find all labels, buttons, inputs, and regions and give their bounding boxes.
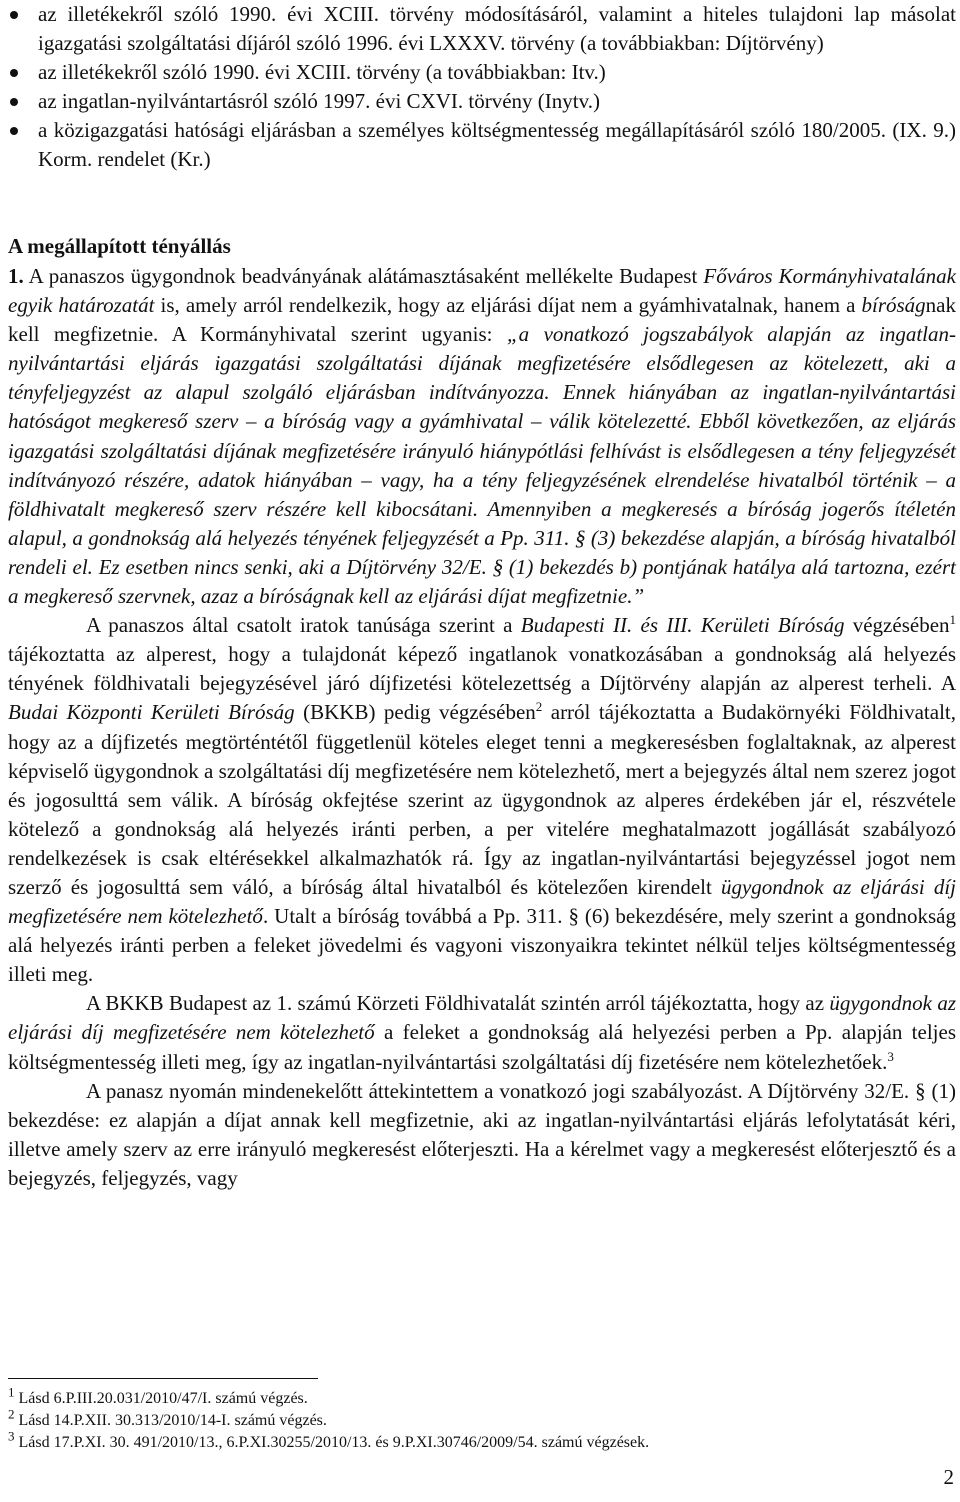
text-run: . Utalt a bíróság továbbá a Pp. 311. § (6) bekezdésére, mely szerint a gondnokság alá helyezés iránti perben a feleket jövedelmi és vagyoni viszonyaikra tekintet nélkül teljes költségmentesség illeti meg. <box>8 904 956 987</box>
italic-run: Budapesti II. és III. Kerületi Bíróság <box>520 613 845 638</box>
footnote-number: 2 <box>8 1406 15 1422</box>
text-run: A panaszos által csatolt iratok tanúsága szerint a <box>86 613 521 638</box>
section-heading: A megállapított tényállás <box>8 234 231 258</box>
text-run: végzésében <box>844 613 950 638</box>
text-run: (BKKB) pedig végzésében <box>294 700 536 725</box>
list-item-text: az ingatlan-nyilvántartásról szóló 1997. évi CXVI. törvény (Inytv.) <box>38 89 600 113</box>
footnote-ref[interactable]: 2 <box>535 699 543 715</box>
paragraph-4: A panasz nyomán mindenekelőtt áttekintettem a vonatkozó jogi szabályozást. A Díjtörvény 32/E. § (1) bekezdése: ez alapján a díjat annak kell megfizetnie, aki az ingatlan-nyilvántartási eljárás lefolytatását kéri, illetve amely szerv az erre irányuló megkeresést előterjeszti. Ha a kérelmet vagy a megkeresést előterjesztő és a bejegyzés, feljegyzés, vagy <box>8 1078 956 1190</box>
text-run: is, amely arról rendelkezik, hogy az eljárási díjat nem a gyámhivatalnak, hanem a <box>154 293 862 318</box>
italic-run: Budai Központi Kerületi Bíróság <box>8 700 295 725</box>
italic-run: ügygondnok az eljárási díj megfizetésére nem kötelezhető <box>8 991 956 1045</box>
footnote-ref[interactable]: 3 <box>887 1048 894 1064</box>
footnote-number: 3 <box>8 1428 15 1444</box>
list-item <box>8 87 956 116</box>
list-item <box>8 0 956 58</box>
footnote-text: Lásd 14.P.XII. 30.313/2010/14-I. számú végzés. <box>14 1412 327 1429</box>
paragraph-3 <box>8 989 956 1076</box>
footnotes <box>8 1384 956 1454</box>
bullet-icon <box>10 98 18 106</box>
footnote <box>8 1384 956 1410</box>
footnote-divider <box>8 1378 318 1379</box>
paragraph-number: 1. <box>8 264 24 288</box>
footnote-text: Lásd 6.P.III.20.031/2010/47/I. számú végzés. <box>14 1390 308 1407</box>
footnote-text: Lásd 17.P.XI. 30. 491/2010/13., 6.P.XI.30255/2010/13. és 9.P.XI.30746/2009/54. számú végzések. <box>14 1434 650 1451</box>
list-item-text: az illetékekről szóló 1990. évi XCIII. törvény (a továbbiakban: Itv.) <box>38 60 606 84</box>
text-run: tájékoztatta az alperest, hogy a tulajdonát képező ingatlanok vonatkozásában a gondnokság alá helyezés tényének földhivatali bejegyzésével járó díjfizetési kötelezettség a Díjtörvény alapján az alperest terheli. A <box>8 642 956 696</box>
list-item <box>8 116 956 174</box>
italic-run: Főváros Kormányhivatalának egyik határozatát <box>8 264 956 318</box>
page-number: 2 <box>943 1465 954 1489</box>
text-run: A BKKB Budapest az 1. számú Körzeti Földhivatalát szintén arról tájékoztatta, hogy az <box>86 991 830 1016</box>
list-item-text: az illetékekről szóló 1990. évi XCIII. törvény módosításáról, valamint a hiteles tulajdoni lap másolat igazgatási szolgáltatási díjáról szóló 1996. évi LXXXV. törvény (a továbbiakban: Díjtörvény) <box>38 2 956 55</box>
quotation: „a vonatkozó jogszabályok alapján az ingatlan-nyilvántartási eljárás igazgatási szolgáltatási díjának megfizetésére elsődlegesen az kötelezett, aki a tényfeljegyzést az alapul szolgáló eljárásban indítványozza. Ennek hiányában az ingatlan-nyilvántartási hatóságot megkereső szerv – a bíróság vagy a gyámhivatal – válik kötelezetté. Ebből következően, az eljárás igazgatási szolgáltatási díjának megfizetésére irányuló hiánypótlási felhívást is elsődlegesen a tény feljegyzését indítványozó részére, adatok hiányában – vagy, ha a tény feljegyzésének elrendelése hivatalból történik – a földhivatalt megkereső szerv részére kell kibocsátani. Amennyiben a megkeresés a bíróság jogerős ítéletén alapul, a gondnokság alá helyezés tényének feljegyzését a Pp. 311. § (3) bekezdése alapján, a bíróság hivatalból rendeli el. Ez esetben nincs senki, aki a Díjtörvény 32/E. § (1) bekezdés b) pontjának hatálya alá tartozna, ezért a megkereső szervnek, azaz a bíróságnak kell az eljárási díjat megfizetnie.” <box>8 322 956 609</box>
paragraph-2 <box>8 611 956 989</box>
bullet-icon <box>10 69 18 77</box>
body-text <box>8 262 956 1193</box>
italic-run: ügygondnok az eljárási díj megfizetésére nem kötelezhető <box>8 874 956 929</box>
footnote <box>8 1428 956 1454</box>
bullet-icon <box>10 11 18 19</box>
paragraph-1 <box>8 262 956 611</box>
list-item-text: a közigazgatási hatósági eljárásban a személyes költségmentesség megállapításáról szóló 180/2005. (IX. 9.) Korm. rendelet (Kr.) <box>38 118 956 171</box>
bullet-icon <box>10 127 18 135</box>
footnote-number: 1 <box>8 1384 15 1400</box>
text-run: nak kell megfizetnie. A Kormányhivatal szerint ugyanis: <box>8 293 956 347</box>
italic-run: bíróság <box>861 293 926 318</box>
text-run: arról tájékoztatta a Budakörnyéki Földhivatalt, hogy az a díjfizetés megtörténtétől függetlenül köteles eleget tenni a megkeresésben foglaltaknak, az alperest képviselő ügygondnok a szolgáltatási díj megfizetésére nem kötelezhető, mert a bejegyzés által nem szerez jogot és jogosulttá sem válik. A bíróság okfejtése szerint az ügygondnok az alperes érdekében jár el, részvétele kötelező a gondnokság alá helyezés iránti perben, a per vitelére meghatalmazott jogállását szabályozó rendelkezések is csak eltérésekkel alkalmazhatók rá. Így az ingatlan-nyilvántartási bejegyzéssel jogot nem szerző és jogosulttá sem váló, a bíróság által hivatalból és kötelezően kirendelt <box>8 700 956 899</box>
list-item <box>8 58 956 87</box>
footnote-ref[interactable]: 1 <box>949 612 957 628</box>
text-run: a feleket a gondnokság alá helyezési perben a Pp. alapján teljes költségmentesség illeti meg, így az ingatlan-nyilvántartási szolgáltatási díj fizetésére nem kötelezhetőek. <box>8 1020 957 1074</box>
legislation-list <box>8 0 956 174</box>
text-run: A panaszos ügygondnok beadványának alátámasztásaként mellékelte Budapest <box>23 264 704 288</box>
footnote <box>8 1406 956 1432</box>
